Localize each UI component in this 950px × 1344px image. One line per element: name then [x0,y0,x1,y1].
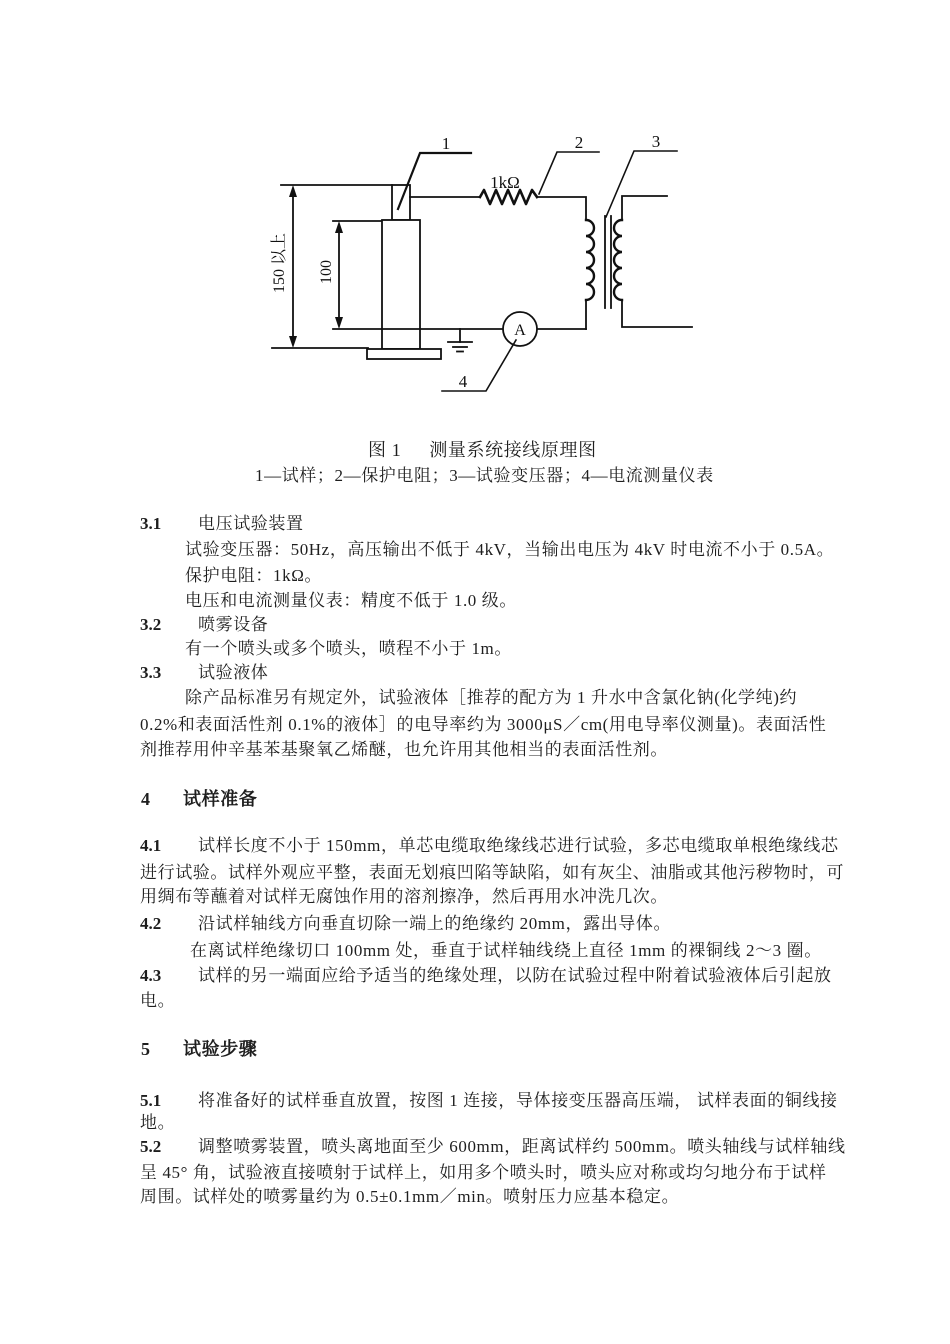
section-3-2-heading [140,612,268,637]
section-number: 3.2 [140,615,162,634]
resistor-value-label: 1kΩ [490,173,520,192]
chapter-number: 5 [141,1039,150,1059]
section-number: 4.1 [140,836,162,855]
section-title: 电压试验装置 [198,514,304,533]
wiring-diagram-figure [255,128,715,418]
chapter-title: 试验步骤 [183,1039,258,1059]
chapter-title: 试样准备 [183,789,258,809]
dimension-150-label: 150 以上 [271,232,288,294]
resistor-symbol [410,173,586,220]
paragraph-line: 试样长度不小于 150mm，单芯电缆取绝缘线芯进行试验，多芯电缆取单根绝缘线芯 [198,836,839,855]
paragraph-line: 电。 [140,991,176,1010]
paragraph-line: 电压和电流测量仪表：精度不低于 1.0 级。 [185,591,517,610]
paragraph-line: 除产品标准另有规定外，试验液体［推荐的配方为 1 升水中含氯化钠(化学纯)约 [185,688,798,707]
section-5-1-paragraph [140,1088,838,1113]
paragraph-line: 有一个喷头或多个喷头，喷程不小于 1m。 [185,639,512,658]
paragraph-line: 试样的另一端面应给予适当的绝缘处理，以防在试验过程中附着试验液体后引起放 [198,966,832,985]
dimension-100-label: 100 [318,260,335,284]
figure-legend: 1—试样；2—保护电阻；3—试验变压器；4—电流测量仪表 [255,466,714,485]
paragraph-line: 调整喷雾装置，喷头离地面至少 600mm，距离试样约 500mm。喷头轴线与试样轴线 [198,1137,846,1156]
section-title: 喷雾设备 [198,615,269,634]
paragraph-line: 将准备好的试样垂直放置，按图 1 连接，导体接变压器高压端， 试样表面的铜线接 [198,1091,838,1110]
section-4-3-paragraph [140,963,832,988]
paragraph-line: 沿试样轴线方向垂直切除一端上的绝缘约 20mm，露出导体。 [198,914,672,933]
section-title: 试验液体 [198,663,269,682]
paragraph-line: 进行试验。试样外观应平整，表面无划痕凹陷等缺陷，如有灰尘、油脂或其他污秽物时，可 [140,863,844,882]
dimension-150-icon [270,185,297,348]
paragraph-line: 试验变压器：50Hz，高压输出不低于 4kV，当输出电压为 4kV 时电流不小于 0.5A。 [185,540,835,559]
figure-caption [368,438,597,463]
figure-number: 图 1 [368,440,402,460]
section-4-1-paragraph [140,833,839,858]
section-3-1-heading [140,511,304,536]
section-number: 3.1 [140,514,162,533]
chapter-5-heading [141,1037,257,1062]
dimension-100-icon [318,221,383,329]
paragraph-line: 0.2%和表面活性剂 0.1%的液体］的电导率约为 3000μS／cm(用电导率仪测量)。表面活性 [140,715,827,734]
section-number: 4.3 [140,966,162,985]
paragraph-line: 剂推荐用仲辛基苯基聚氧乙烯醚，也允许用其他相当的表面活性剂。 [140,740,668,759]
paragraph-line: 在离试样绝缘切口 100mm 处，垂直于试样轴线绕上直径 1mm 的裸铜线 2～3 圈。 [190,941,822,960]
section-number: 3.3 [140,663,162,682]
section-5-2-paragraph [140,1134,846,1159]
ground-icon [448,329,472,352]
section-number: 4.2 [140,914,162,933]
callout-4-label: 4 [458,372,468,391]
ammeter-symbol [503,312,537,346]
chapter-number: 4 [141,789,150,809]
paragraph-line: 用绸布等蘸着对试样无腐蚀作用的溶剂擦净，然后再用水冲洗几次。 [140,887,668,906]
paragraph-line: 保护电阻：1kΩ。 [185,566,323,585]
chapter-4-heading [141,787,257,812]
paragraph-line: 呈 45° 角，试验液直接喷射于试样上，如用多个喷头时，喷头应对称或均匀地分布于试样 [140,1163,827,1182]
callout-2-label: 2 [574,133,584,152]
ammeter-letter: A [514,322,526,339]
callout-1-label: 1 [441,134,451,153]
paragraph-line: 周围。试样处的喷雾量约为 0.5±0.1mm／min。喷射压力应基本稳定。 [140,1187,680,1206]
paragraph-line: 地。 [140,1113,176,1132]
section-number: 5.2 [140,1137,162,1156]
figure-title: 测量系统接线原理图 [429,440,597,460]
transformer-symbol [586,196,692,329]
section-number: 5.1 [140,1091,162,1110]
callout-3-label: 3 [651,132,661,151]
section-3-3-heading [140,660,268,685]
section-4-2-paragraph [140,911,671,936]
specimen-symbol [367,185,441,359]
